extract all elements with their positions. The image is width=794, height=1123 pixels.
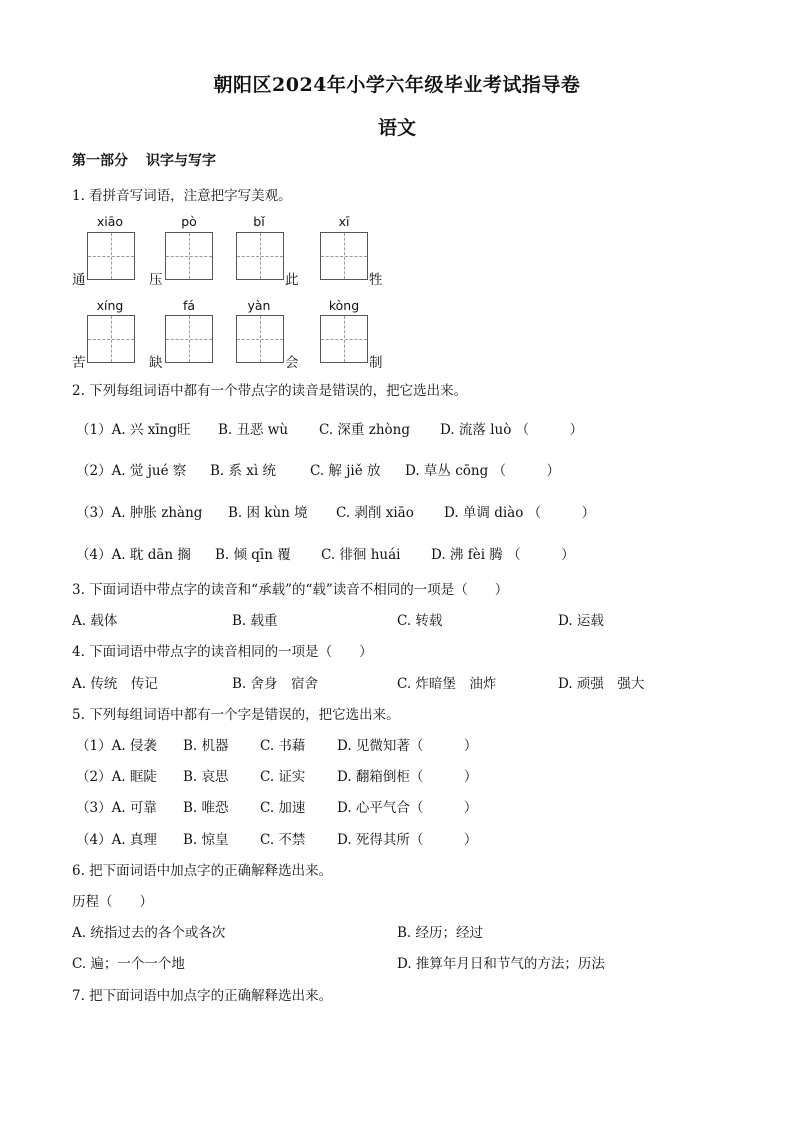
writing-cell[interactable] xyxy=(87,315,135,363)
q5-option[interactable]: （3）A. 可靠 xyxy=(76,800,157,816)
q2-option[interactable]: B. 困 kùn 境 xyxy=(228,505,308,521)
q5-prompt: 5. 下列每组词语中都有一个字是错误的，把它选出来。 xyxy=(72,707,400,723)
q1-pinyin: fá xyxy=(182,298,196,313)
q2-option[interactable]: C. 解 jiě 放 xyxy=(310,463,381,479)
q2-option[interactable]: C. 剥削 xiāo xyxy=(336,505,414,521)
q1-pinyin: yàn xyxy=(247,298,271,313)
section-name: 识字与写字 xyxy=(146,153,216,169)
q2-prompt: 2. 下列每组词语中都有一个带点字的读音是错误的，把它选出来。 xyxy=(72,383,468,399)
q4-prompt: 4. 下面词语中带点字的读音相同的一项是（ ） xyxy=(72,644,373,660)
q1-hint-char: 此 xyxy=(285,272,299,288)
q5-option[interactable]: D. 见微知著（ ） xyxy=(337,738,478,754)
q5-option[interactable]: （4）A. 真理 xyxy=(76,832,157,848)
q1-hint-char: 压 xyxy=(149,272,163,288)
q6-prompt: 6. 把下面词语中加点字的正确解释选出来。 xyxy=(72,863,333,879)
q2-option[interactable]: （3）A. 肿胀 zhàng xyxy=(76,505,203,521)
q5-option[interactable]: C. 证实 xyxy=(260,769,306,785)
writing-cell[interactable] xyxy=(236,232,284,280)
q5-option[interactable]: D. 死得其所（ ） xyxy=(337,832,478,848)
writing-cell[interactable] xyxy=(165,315,213,363)
q2-option[interactable]: D. 沸 fèi 腾 （ ） xyxy=(431,547,575,563)
writing-cell[interactable] xyxy=(87,232,135,280)
q5-option[interactable]: D. 翻箱倒柜（ ） xyxy=(337,769,478,785)
q4-option[interactable]: A. 传统 传记 xyxy=(72,676,158,692)
q4-option[interactable]: D. 顽强 强大 xyxy=(558,676,645,692)
q1-hint-char: 通 xyxy=(72,272,86,288)
q4-option[interactable]: C. 炸暗堡 油炸 xyxy=(397,676,497,692)
q2-option[interactable]: D. 草丛 cōng （ ） xyxy=(405,463,561,479)
q1-hint-char: 牲 xyxy=(369,272,383,288)
q3-prompt: 3. 下面词语中带点字的读音和“承载”的“载”读音不相同的一项是（ ） xyxy=(72,582,509,598)
q7-prompt: 7. 把下面词语中加点字的正确解释选出来。 xyxy=(72,988,333,1004)
exam-title: 朝阳区2024年小学六年级毕业考试指导卷 xyxy=(213,74,581,96)
q2-option[interactable]: B. 倾 qīn 覆 xyxy=(215,547,291,563)
q2-option[interactable]: D. 单调 diào （ ） xyxy=(444,505,596,521)
q2-option[interactable]: B. 系 xì 统 xyxy=(210,463,277,479)
q5-option[interactable]: B. 哀思 xyxy=(183,769,229,785)
q3-option[interactable]: D. 运载 xyxy=(558,613,604,629)
q5-option[interactable]: B. 唯恐 xyxy=(183,800,229,816)
q6-option[interactable]: C. 遍；一个一个地 xyxy=(72,956,185,972)
section-label: 第一部分 xyxy=(72,153,128,169)
q3-option[interactable]: C. 转载 xyxy=(397,613,443,629)
q1-hint-char: 制 xyxy=(369,355,383,371)
q3-option[interactable]: B. 载重 xyxy=(232,613,278,629)
q1-pinyin: bǐ xyxy=(253,214,265,229)
q1-pinyin: pò xyxy=(181,214,197,229)
q6-option[interactable]: B. 经历；经过 xyxy=(397,925,484,941)
q2-option[interactable]: （1）A. 兴 xīng旺 xyxy=(76,422,191,438)
writing-cell[interactable] xyxy=(320,315,368,363)
q1-pinyin: xíng xyxy=(96,298,124,313)
q1-pinyin: xiāo xyxy=(96,214,124,229)
exam-subject: 语文 xyxy=(377,117,416,139)
q1-pinyin: kòng xyxy=(328,298,360,313)
q5-option[interactable]: D. 心平气合（ ） xyxy=(337,800,478,816)
q2-option[interactable]: （4）A. 耽 dān 搁 xyxy=(76,547,191,563)
q2-option[interactable]: （2）A. 觉 jué 察 xyxy=(76,463,187,479)
writing-cell[interactable] xyxy=(236,315,284,363)
q5-option[interactable]: （1）A. 侵袭 xyxy=(76,738,157,754)
q5-option[interactable]: B. 惊皇 xyxy=(183,832,229,848)
q2-option[interactable]: C. 深重 zhòng xyxy=(319,422,410,438)
section-heading xyxy=(72,150,216,170)
q5-option[interactable]: C. 不禁 xyxy=(260,832,306,848)
q5-option[interactable]: C. 书藉 xyxy=(260,738,306,754)
q2-option[interactable]: D. 流落 luò （ ） xyxy=(440,422,584,438)
q6-word: 历程（ ） xyxy=(72,894,153,910)
q2-option[interactable]: C. 徘徊 huái xyxy=(321,547,401,563)
q3-option[interactable]: A. 载体 xyxy=(72,613,118,629)
q4-option[interactable]: B. 舍身 宿舍 xyxy=(232,676,319,692)
q6-option[interactable]: D. 推算年月日和节气的方法；历法 xyxy=(397,956,605,972)
q5-option[interactable]: B. 机器 xyxy=(183,738,229,754)
q1-prompt: 1. 看拼音写词语，注意把字写美观。 xyxy=(72,188,292,204)
q5-option[interactable]: （2）A. 眶陡 xyxy=(76,769,157,785)
q1-hint-char: 缺 xyxy=(149,355,163,371)
q2-option[interactable]: B. 丑恶 wù xyxy=(218,422,289,438)
q1-hint-char: 会 xyxy=(285,355,299,371)
writing-cell[interactable] xyxy=(320,232,368,280)
q1-pinyin: xī xyxy=(338,214,350,229)
q5-option[interactable]: C. 加速 xyxy=(260,800,306,816)
q1-hint-char: 苦 xyxy=(72,355,86,371)
writing-cell[interactable] xyxy=(165,232,213,280)
q6-option[interactable]: A. 统指过去的各个或各次 xyxy=(72,925,226,941)
